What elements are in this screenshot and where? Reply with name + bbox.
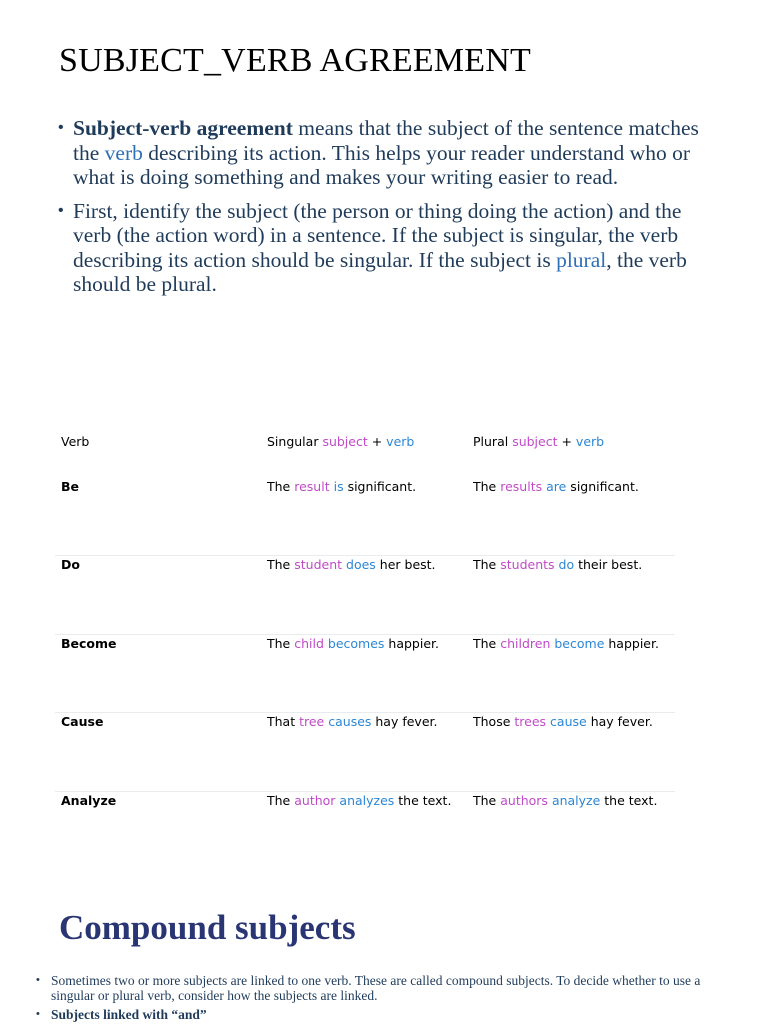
pre: The <box>473 557 501 572</box>
row-verb: Become <box>61 635 117 651</box>
example-subject: author <box>294 792 336 808</box>
post: happier. <box>384 635 439 651</box>
header-subject: subject <box>512 434 558 449</box>
table-row <box>55 465 675 499</box>
table-row <box>55 555 675 634</box>
post: significant. <box>566 479 639 494</box>
agreement-table <box>55 421 675 869</box>
plural-example <box>473 557 642 572</box>
example-subject: students <box>500 557 555 572</box>
header-plus: + <box>367 434 387 449</box>
intro-bullet-1 <box>58 116 718 190</box>
post: their best. <box>574 557 643 572</box>
row-verb: Be <box>61 479 80 494</box>
header-plural <box>473 434 604 449</box>
example-verb: becomes <box>327 635 385 651</box>
pre: The <box>473 635 501 651</box>
singular-example <box>267 636 439 651</box>
pre: Those <box>473 714 515 729</box>
pre: The <box>267 479 295 494</box>
table-row <box>55 791 675 870</box>
header-verb-word: verb <box>575 434 605 449</box>
example-subject: tree <box>299 714 325 729</box>
example-subject: student <box>294 557 343 572</box>
text-span: , the verb should be plural. <box>73 247 687 296</box>
example-verb: analyzes <box>339 792 395 808</box>
bullet-icon: • <box>36 1008 40 1020</box>
bullet-icon: • <box>58 119 64 136</box>
singular-example <box>267 793 451 808</box>
header-label: Plural <box>473 434 513 449</box>
post: hay fever. <box>371 714 438 729</box>
text-span: Sometimes two or more subjects are linked to one verb. These are called compound subjects. To decide whether to use a singular or plural verb, consider how the subjects are linked. <box>51 973 701 1003</box>
compound-bullet-2 <box>36 1007 736 1022</box>
example-subject: result <box>294 479 330 494</box>
singular-example <box>267 479 416 494</box>
text-span: Subjects linked with “and” <box>51 1007 207 1022</box>
singular-example <box>267 557 436 572</box>
example-verb: do <box>558 557 575 572</box>
example-verb: does <box>346 557 376 572</box>
compound-bullet-1 <box>36 973 736 1003</box>
bullet-icon: • <box>58 201 64 219</box>
example-verb: analyze <box>551 792 601 808</box>
post: significant. <box>343 479 417 494</box>
bold-term: Subject-verb agreement <box>73 116 293 140</box>
bullet-icon: • <box>36 974 40 986</box>
pre: The <box>267 635 295 651</box>
table-row <box>55 634 675 713</box>
text-span: describing its action. This helps your reader understand who or what is doing something and makes your writing easier to read. <box>73 140 690 189</box>
text-span: means that the subject of the sentence matches the <box>73 116 699 165</box>
pre: The <box>473 479 501 494</box>
row-verb: Do <box>61 557 80 572</box>
intro-bullet-2 <box>58 199 718 297</box>
pre: The <box>267 557 295 572</box>
header-subject: subject <box>322 434 368 449</box>
header-plus: + <box>557 434 576 449</box>
example-verb: cause <box>550 714 587 729</box>
table-header-row <box>55 421 675 465</box>
example-subject: child <box>294 635 324 651</box>
row-spacer <box>55 499 675 555</box>
example-subject: results <box>500 479 543 494</box>
pre: The <box>473 792 501 808</box>
pre: The <box>267 792 295 808</box>
header-singular <box>267 434 414 449</box>
header-verb: Verb <box>61 434 90 449</box>
example-verb: causes <box>328 714 372 729</box>
text-span: First, identify the subject (the person or thing doing the action) and the verb (the action word) in a sentence. If the subject is singular, the verb describing its action should be singular. If the subject is <box>73 198 682 272</box>
header-verb-word: verb <box>386 434 415 449</box>
page-title: SUBJECT_VERB AGREEMENT <box>59 42 531 79</box>
example-verb: become <box>554 635 605 651</box>
post: the text. <box>394 792 452 808</box>
pre: That <box>267 714 300 729</box>
plural-example <box>473 636 659 651</box>
example-verb: is <box>333 479 344 494</box>
row-verb: Analyze <box>61 792 117 808</box>
compound-subjects-heading: Compound subjects <box>59 908 356 947</box>
post: happier. <box>604 635 659 651</box>
compound-bullets <box>36 973 736 1026</box>
post: her best. <box>375 557 436 572</box>
plural-example <box>473 793 657 808</box>
example-subject: authors <box>500 792 548 808</box>
example-subject: children <box>500 635 551 651</box>
plural-example <box>473 714 653 729</box>
example-subject: trees <box>514 714 547 729</box>
header-label: Singular <box>267 434 323 449</box>
verb-link[interactable]: verb <box>104 140 143 165</box>
example-verb: are <box>546 479 567 494</box>
plural-example <box>473 479 639 494</box>
row-verb: Cause <box>61 714 104 729</box>
table-row <box>55 712 675 791</box>
post: hay fever. <box>586 714 653 729</box>
plural-link[interactable]: plural <box>556 247 607 272</box>
post: the text. <box>600 792 658 808</box>
singular-example <box>267 714 437 729</box>
intro-bullets <box>58 116 718 306</box>
